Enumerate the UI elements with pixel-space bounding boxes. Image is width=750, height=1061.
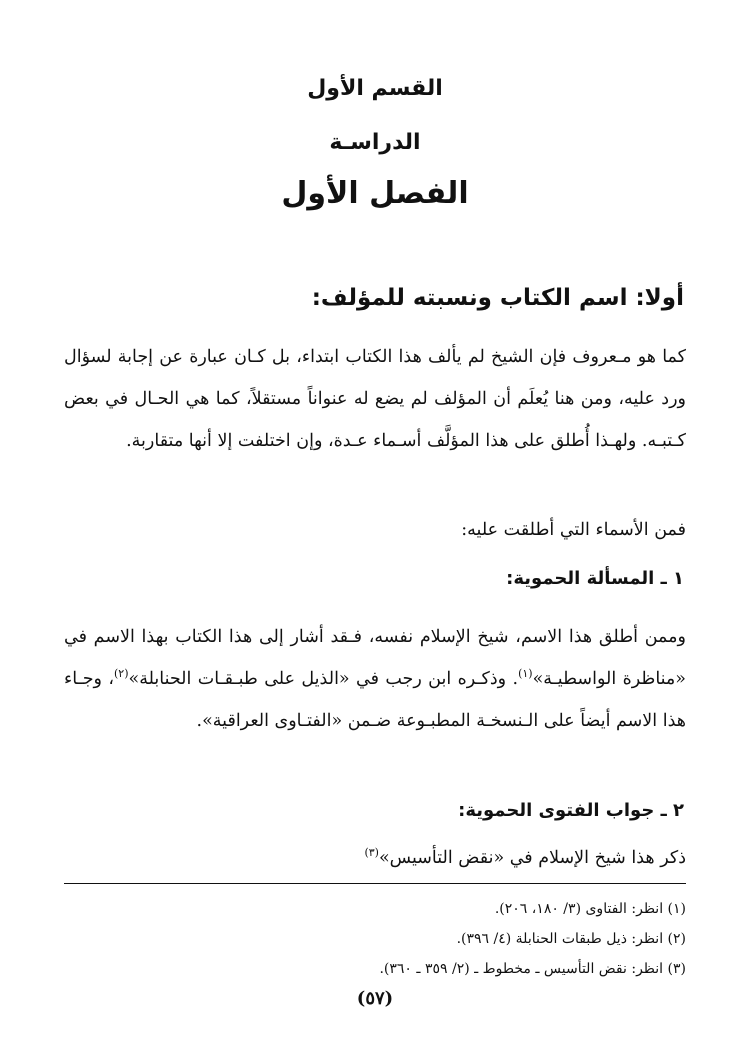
footnote-ref-1: (١) <box>518 667 533 681</box>
footnote-ref-3: (٣) <box>364 846 379 860</box>
item2-text <box>364 848 686 868</box>
intro-paragraph <box>64 336 686 462</box>
footnote-3: (٣) انظر: نقض التأسيس ـ مخطوط ـ (٢/ ٣٥٩ ـ ٣٦٠). <box>379 961 686 977</box>
study-header: الدراسـة <box>329 130 421 155</box>
item1-paragraph <box>64 616 686 742</box>
item1-text <box>64 616 686 742</box>
footnote-1: (١) انظر: الفتاوى (٣/ ١٨٠، ٢٠٦). <box>494 901 686 917</box>
intro-text: كما هو مـعروف فإن الشيخ لم يألف هذا الكتاب ابتداء، بل كـان عبارة عن إجابة لسؤال ورد عليه، ومن هنا يُعلَم أن المؤلف لم يضع له عنواناً مستقلاً، كما هي الحـال في بعض كـتبـه. ولهـذا أُطلق على هذا المؤلَّف أسـماء عـدة، وإن اختلفت إلا أنها متقاربة. <box>64 347 686 451</box>
footnote-2: (٢) انظر: ذيل طبقات الحنابلة (٤/ ٣٩٦). <box>456 931 686 947</box>
item2-title: ٢ ـ جواب الفتوى الحموية: <box>458 800 684 821</box>
names-intro: فمن الأسماء التي أطلقت عليه: <box>461 520 686 540</box>
footnote-ref-2: (٢) <box>113 667 129 681</box>
item1-text-b: . وذكـره ابن رجب في «الذيل على طبـقـات الحنابلة» <box>128 669 519 689</box>
page-number: (٥٧) <box>356 988 394 1009</box>
item1-title: ١ ـ المسألة الحموية: <box>506 568 684 589</box>
section-heading: أولا: اسم الكتاب ونسبته للمؤلف: <box>311 285 684 311</box>
item1-text-c: ، وجـاء هذا الاسم أيضاً على الـنسخـة المطبـوعة ضـمن «الفتـاوى العراقية». <box>64 669 686 731</box>
chapter-title: الفصل الأول <box>281 176 469 211</box>
item2-text-body: ذكر هذا شيخ الإسلام في «نقض التأسيس» <box>378 848 686 868</box>
item1-text-a: وممن أطلق هذا الاسم، شيخ الإسلام نفسه، فـقد أشار إلى هذا الكتاب بهذا الاسم في «مناظرة الواسطيـة» <box>64 627 687 689</box>
footnote-divider <box>64 883 686 884</box>
part-header: القسم الأول <box>307 76 443 101</box>
footnotes <box>64 894 686 984</box>
